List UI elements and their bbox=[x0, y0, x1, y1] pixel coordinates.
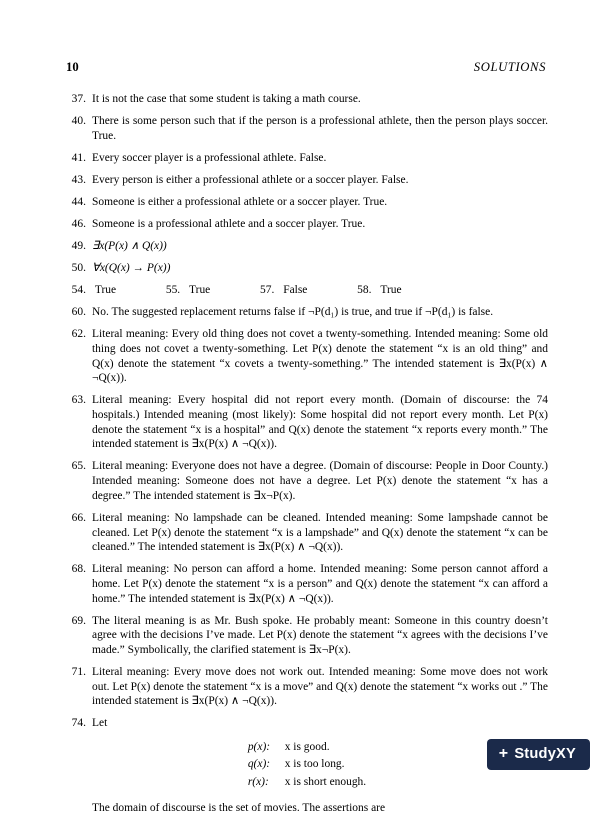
list-item bbox=[66, 195, 548, 210]
answer-row bbox=[66, 283, 548, 298]
list-item bbox=[66, 114, 548, 143]
answer-value: True bbox=[380, 284, 402, 297]
list-item bbox=[66, 562, 548, 606]
list-item bbox=[66, 151, 548, 166]
page-number: 10 bbox=[66, 60, 79, 74]
watermark-badge bbox=[487, 739, 590, 770]
brand-label: StudyXY bbox=[514, 745, 576, 762]
answer-value: False bbox=[283, 284, 308, 297]
definition-text: x is too long. bbox=[284, 758, 345, 771]
definition-row bbox=[248, 741, 330, 753]
item-number: 68. bbox=[71, 563, 86, 576]
item-number: 58. bbox=[357, 284, 372, 297]
predicate-definitions bbox=[66, 739, 548, 791]
running-head: SOLUTIONS bbox=[473, 60, 546, 74]
item-text: Literal meaning: No lampshade can be cleaned. Intended meaning: Some lampshade cannot be cleaned. Let P(x) denote the statement “x is a lampshade” and Q(x) denote the statement “x can be cleaned.” The intended statement is ∃x(P(x) ∧ ¬Q(x)). bbox=[92, 511, 548, 554]
item-text: Literal meaning: No person can afford a home. Intended meaning: Some person cannot afford a home. Let P(x) denote the statement “x is a person” and Q(x) denote the statement “x can afford a home.” The intended statement is ∃x(P(x) ∧ ¬Q(x)). bbox=[92, 563, 548, 605]
list-item bbox=[66, 327, 548, 386]
item-number: 46. bbox=[71, 217, 86, 230]
item-text: Literal meaning: Every move does not work out. Intended meaning: Some move does not work out. Let P(x) denote the statement “x is a move” and Q(x) denote the statement “x works out .” The intended statement is ∃x(P(x) ∧ ¬Q(x)). bbox=[92, 666, 548, 708]
item-text: Every soccer player is a professional athlete. False. bbox=[92, 151, 327, 164]
list-item bbox=[66, 239, 548, 254]
item-text: Someone is either a professional athlete or a soccer player. True. bbox=[92, 195, 388, 208]
list-item bbox=[66, 393, 548, 452]
item-text: No. The suggested replacement returns false if ¬P(d₁) is true, and true if ¬P(d₁) is false. bbox=[92, 306, 494, 319]
item-text: ∃x(P(x) ∧ Q(x)) bbox=[92, 240, 167, 253]
item-number: 57. bbox=[260, 284, 275, 297]
item-number: 50. bbox=[71, 262, 86, 275]
page-header bbox=[66, 60, 546, 75]
solutions-list bbox=[66, 92, 548, 815]
list-item bbox=[66, 217, 548, 232]
answer-value: True bbox=[189, 284, 211, 297]
plus-icon: + bbox=[498, 745, 509, 762]
item-number: 49. bbox=[71, 240, 86, 253]
item-74-closing: The domain of discourse is the set of movies. The assertions are bbox=[92, 801, 386, 814]
item-text: Literal meaning: Every old thing does not covet a twenty-something. Intended meaning: Some old thing does not covet a twenty-something. Let P(x) denote the statement “x is an old thing” and Q(x) denote the statement “x covets a twenty-something.” The intended statement is ∃x(P(x) ∧ ¬Q(x)). bbox=[92, 328, 548, 385]
definition-symbol: r(x): bbox=[247, 775, 269, 788]
list-item bbox=[66, 92, 548, 107]
item-text: Let bbox=[92, 717, 108, 730]
definition-text: x is short enough. bbox=[284, 775, 367, 788]
list-item bbox=[66, 305, 548, 320]
item-number: 69. bbox=[71, 614, 86, 627]
item-number: 54. bbox=[71, 284, 86, 297]
item-text: Someone is a professional athlete and a soccer player. True. bbox=[92, 217, 366, 230]
list-item bbox=[66, 261, 548, 276]
list-item bbox=[66, 459, 548, 503]
item-number: 71. bbox=[71, 666, 86, 679]
item-number: 41. bbox=[71, 151, 86, 164]
item-number: 43. bbox=[71, 173, 86, 186]
item-number: 40. bbox=[71, 115, 86, 128]
item-text: Every person is either a professional athlete or a soccer player. False. bbox=[92, 173, 409, 186]
answer-value: True bbox=[94, 284, 117, 297]
item-text: ∀x(Q(x) → P(x)) bbox=[92, 262, 171, 275]
list-item bbox=[66, 511, 548, 555]
item-number: 60. bbox=[71, 306, 86, 319]
list-item-74 bbox=[66, 716, 548, 731]
item-text: The literal meaning is as Mr. Bush spoke. He probably meant: Someone in this country doesn’t agree with the decisions I’ve made. Let P(x) denote the statement “x agrees with the decisions I’ve made.” Symbolically, the clarified statement is ∃x¬P(x). bbox=[92, 614, 548, 657]
item-number: 37. bbox=[71, 93, 86, 105]
item-text: Literal meaning: Everyone does not have a degree. (Domain of discourse: People in Door County.) Intended meaning: Someone does not have a degree. Let P(x) denote the statement “x has a degree.” The intended statement is ∃x¬P(x). bbox=[92, 460, 548, 502]
item-number: 65. bbox=[71, 460, 86, 473]
definition-row bbox=[248, 776, 366, 788]
item-number: 55. bbox=[165, 284, 181, 297]
definition-symbol: q(x): bbox=[247, 758, 271, 771]
definition-symbol: p(x): bbox=[247, 741, 271, 754]
item-number: 63. bbox=[71, 394, 86, 407]
list-item bbox=[66, 665, 548, 709]
list-item bbox=[66, 173, 548, 188]
item-text: Literal meaning: Every hospital did not report every month. (Domain of discourse: the 74 hospitals.) Intended meaning (most likely): Some hospital did not report every month. Let P(x) denote the statement “x is a hospital” and Q(x) denote the statement “x reports every month.” The intended statement is ∃x(P(x) ∧ ¬Q(x)). bbox=[92, 394, 548, 451]
list-item bbox=[66, 614, 548, 658]
item-text: It is not the case that some student is taking a math course. bbox=[92, 93, 361, 105]
item-number: 74. bbox=[71, 717, 86, 730]
item-number: 44. bbox=[71, 195, 86, 208]
definition-text: x is good. bbox=[284, 741, 330, 754]
item-text: There is some person such that if the person is a professional athlete, then the person plays soccer. True. bbox=[92, 115, 548, 142]
definition-row bbox=[248, 758, 345, 770]
item-number: 66. bbox=[71, 511, 86, 524]
item-number: 62. bbox=[71, 328, 86, 341]
